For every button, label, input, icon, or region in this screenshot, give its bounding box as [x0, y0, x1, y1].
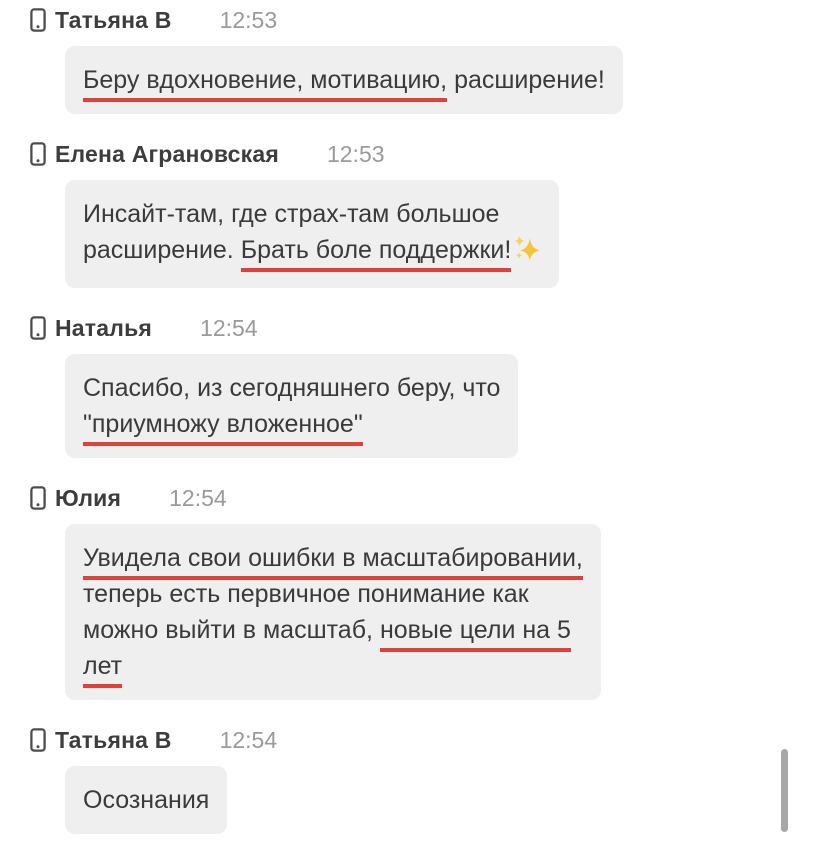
chat-message — [0, 314, 828, 458]
message-text: Инсайт-там, где страх-там большое — [83, 200, 500, 228]
author-name[interactable]: Елена Аграновская — [55, 141, 279, 167]
smartphone-icon — [30, 728, 46, 752]
message-time: 12:54 — [200, 315, 258, 341]
chat-message — [0, 6, 828, 114]
chat-message — [0, 726, 828, 834]
scrollbar-thumb[interactable] — [781, 749, 788, 832]
author-name[interactable]: Татьяна В — [55, 727, 172, 753]
message-text: Осознания — [83, 786, 210, 814]
message-bubble[interactable] — [65, 46, 623, 114]
author-name[interactable]: Наталья — [55, 315, 153, 341]
message-text: теперь есть первичное понимание как — [83, 580, 529, 608]
chat-message — [0, 140, 828, 288]
underlined-text: Беру вдохновение, мотивацию, — [83, 66, 447, 102]
message-header — [0, 726, 828, 754]
underlined-text: лет — [83, 652, 122, 688]
message-header — [0, 140, 828, 168]
message-text: можно выйти в масштаб, — [83, 616, 380, 644]
message-bubble[interactable] — [65, 524, 601, 700]
message-list — [0, 6, 828, 834]
message-header — [0, 314, 828, 342]
smartphone-icon — [30, 486, 46, 510]
message-text: расширение. — [83, 236, 241, 264]
message-time: 12:54 — [169, 485, 227, 511]
underlined-text: новые цели на 5 — [380, 616, 571, 652]
smartphone-icon — [30, 142, 46, 166]
underlined-text: "приумножу вложенное" — [83, 410, 363, 446]
underlined-text: Брать боле поддержки! — [241, 236, 512, 272]
message-time: 12:53 — [219, 7, 278, 33]
message-time: 12:53 — [326, 141, 385, 167]
message-header — [0, 6, 828, 34]
author-name[interactable]: Татьяна В — [55, 7, 172, 33]
underlined-text: Увидела свои ошибки в масштабировании, — [83, 544, 583, 580]
message-text: Спасибо, из сегодняшнего беру, что — [83, 374, 501, 402]
message-time: 12:54 — [219, 727, 278, 753]
message-bubble[interactable] — [65, 766, 227, 834]
smartphone-icon — [30, 316, 46, 340]
message-bubble[interactable] — [65, 180, 559, 288]
message-header — [0, 484, 828, 512]
message-bubble[interactable] — [65, 354, 518, 458]
sparkles-icon — [513, 235, 541, 272]
chat-message — [0, 484, 828, 700]
smartphone-icon — [30, 8, 46, 32]
author-name[interactable]: Юлия — [55, 485, 122, 511]
message-text: расширение! — [447, 66, 605, 94]
